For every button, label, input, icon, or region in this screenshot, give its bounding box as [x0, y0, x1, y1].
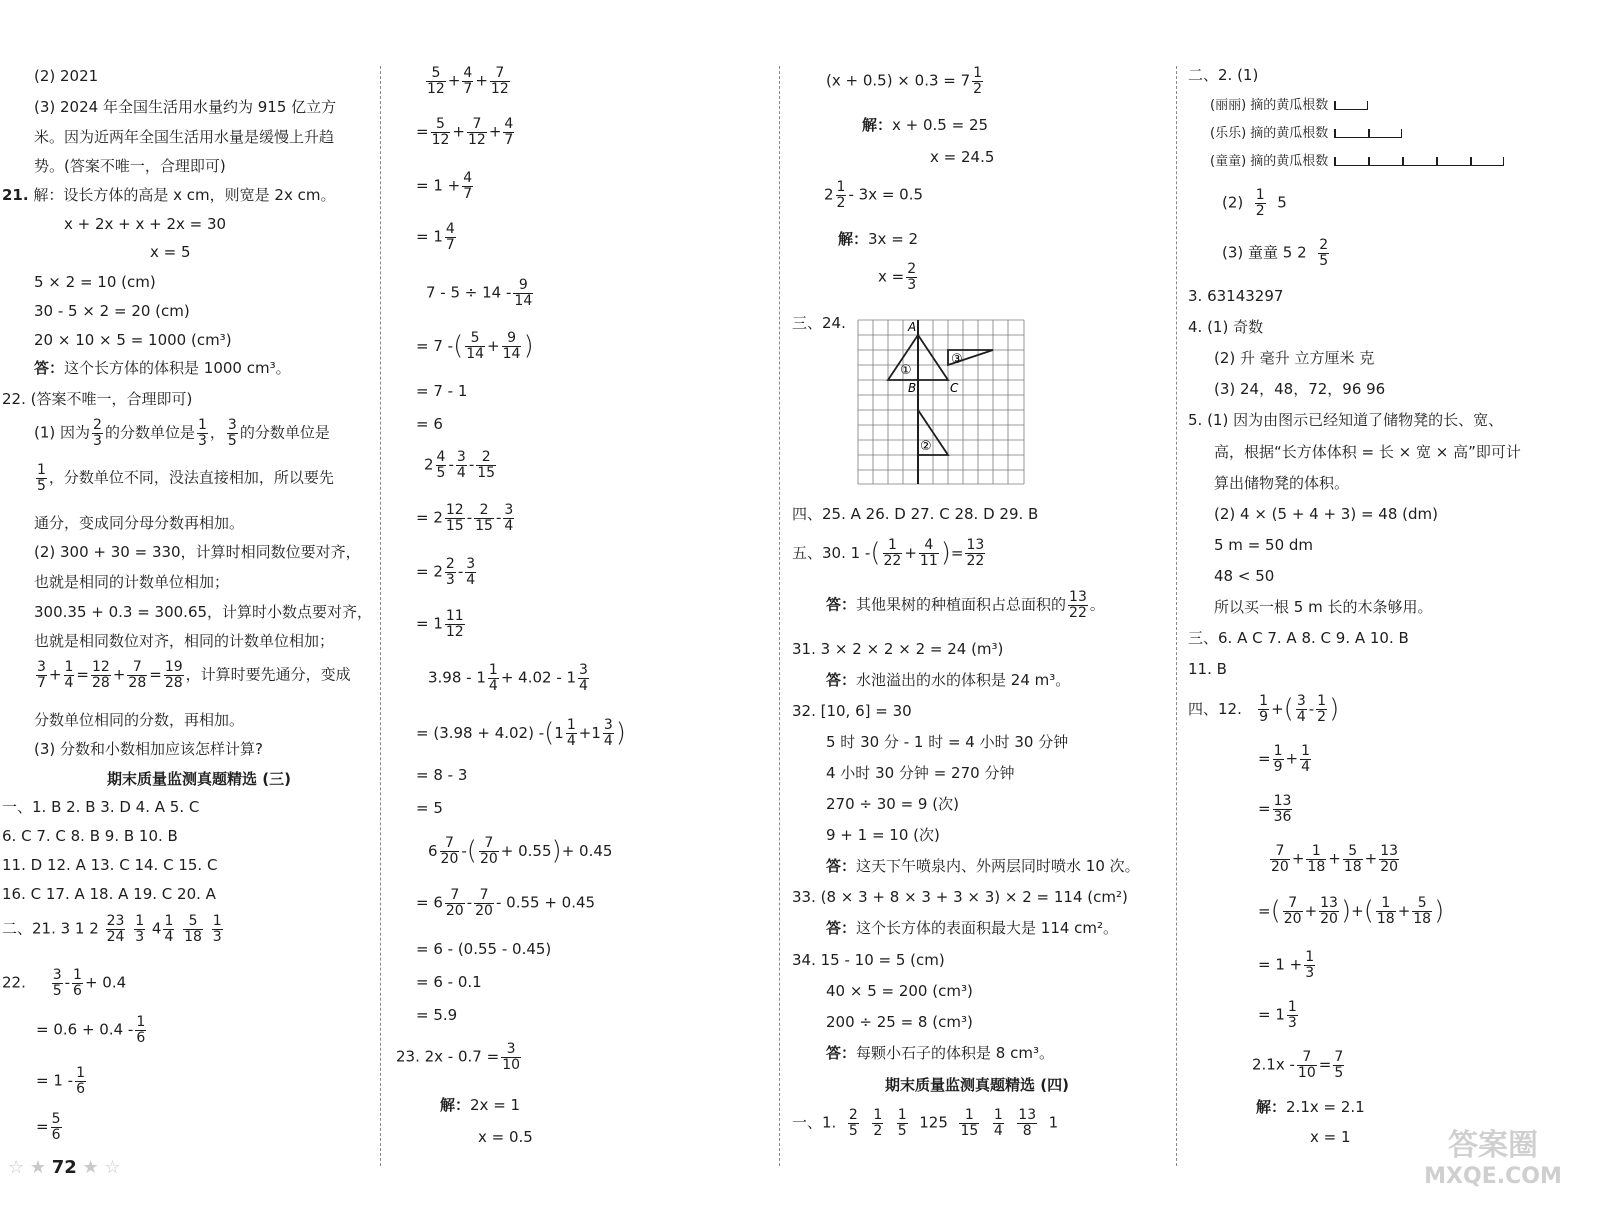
equation: 4 小时 30 分钟 = 270 分钟	[826, 764, 1015, 782]
fraction: $\frac{4}{7}$	[463, 65, 473, 97]
fraction: $\frac{23}{24}$	[106, 913, 125, 945]
fraction: $\frac{11}{12}$	[445, 608, 464, 640]
equation: 200 ÷ 25 = 8 (cm³)	[826, 1013, 973, 1031]
fraction: $\frac{2}{3}$	[93, 417, 102, 449]
equation	[416, 222, 458, 252]
fraction: $\frac{7}{20}$	[475, 887, 493, 919]
choice-answers: 6. C 7. C 8. B 9. B 10. B	[2, 827, 178, 845]
fraction: $\frac{1}{3}$	[135, 913, 145, 945]
fraction: $\frac{4}{7}$	[463, 170, 473, 202]
text: ，	[209, 423, 225, 442]
fraction: $\frac{7}{20}$	[479, 835, 498, 868]
text: 2x = 1	[470, 1096, 521, 1114]
fraction: $\frac{1}{3}$	[212, 913, 222, 945]
answer-line: $\frac{3}{7}$ + $\frac{1}{4}$ = $\frac{12}{28}$ + $\frac{7}{28}$ = $\frac{19}{28}$ ，计算时要先通分，变成	[37, 659, 351, 691]
fraction: $\frac{1}{3}$	[1287, 999, 1297, 1031]
equation	[416, 171, 475, 201]
fraction: $\frac{7}{5}$	[1334, 1049, 1344, 1081]
fraction: $\frac{7}{20}$	[440, 835, 459, 868]
fraction: $\frac{1}{6}$	[73, 967, 82, 999]
bar-label: (童童) 摘的黄瓜根数	[1210, 154, 1329, 169]
fraction: $\frac{1}{18}$	[1307, 843, 1326, 875]
label-shape-2: ②	[920, 439, 932, 454]
text: - 0.55 + 0.45	[495, 893, 596, 912]
answer-line	[34, 418, 330, 448]
fraction: $\frac{1}{9}$	[1273, 743, 1283, 775]
fraction: $\frac{7}{20}$	[1283, 895, 1302, 928]
equation: x + 2x + x + 2x = 30	[64, 215, 227, 233]
equation: x = 5	[150, 243, 191, 261]
answer-line: 3. 63143297	[1188, 287, 1284, 305]
text: +	[475, 71, 488, 90]
fraction: $\frac{5}{12}$	[427, 65, 445, 97]
fraction: $\frac{3}{10}$	[502, 1041, 521, 1073]
fraction: $\frac{1}{3}$	[197, 417, 207, 449]
solution-text: 解：设长方体的高是 x cm，则宽是 2x cm。	[33, 186, 336, 204]
fraction: $\frac{4}{7}$	[504, 116, 514, 148]
fraction: $\frac{2}{15}$	[477, 449, 496, 481]
fraction: $\frac{1}{15}$	[960, 1107, 979, 1139]
text: = (3.98 + 4.02) -	[416, 724, 545, 743]
equation: = 6	[416, 415, 443, 433]
text: 的分数单位是	[239, 423, 330, 442]
equation: 33. (8 × 3 + 8 × 3 + 3 × 3) × 2 = 114 (cm²)	[792, 888, 1128, 906]
equation: 6 $\frac{7}{20}$ -( $\frac{7}{20}$ + 0.55)+ 0.45	[428, 835, 613, 868]
bar-segment	[1334, 157, 1504, 166]
equation	[878, 262, 919, 292]
fraction: $\frac{12}{15}$	[445, 502, 464, 534]
answer-text: 水池溢出的水的体积是 24 m³。	[856, 671, 1071, 689]
answer-line: 300.35 + 0.3 = 300.65，计算时小数点要对齐，	[34, 603, 373, 621]
fraction: $\frac{13}{20}$	[1320, 895, 1338, 928]
fraction: $\frac{2}{5}$	[848, 1107, 858, 1139]
watermark-brand: 答案圈	[1448, 1128, 1538, 1163]
answer-label: 答：	[826, 1044, 857, 1062]
grid-figure	[856, 318, 1026, 486]
equation: 四、12. $\frac{1}{9}$ +( $\frac{3}{4}$ - $\frac{1}{2}$ )	[1188, 693, 1340, 726]
solution-label: 解：	[440, 1096, 471, 1114]
answer-line	[826, 919, 1118, 937]
answer-line: 所以买一根 5 m 长的木条够用。	[1214, 598, 1433, 616]
fraction: $\frac{3}{7}$	[37, 659, 46, 691]
text: =	[1258, 902, 1271, 921]
fraction: $\frac{5}{18}$	[184, 913, 202, 945]
answer-line: 也就是相同的计数单位相加；	[34, 573, 230, 591]
text: = 1	[416, 614, 443, 633]
fraction: $\frac{1}{2}$	[1317, 693, 1327, 726]
text: 3x = 2	[868, 230, 919, 248]
answer-line	[826, 671, 1070, 689]
answer-line: 算出储物凳的体积。	[1214, 474, 1350, 492]
answer-line	[826, 1044, 1054, 1062]
choice-answers: 三、6. A C 7. A 8. C 9. A 10. B	[1188, 629, 1409, 647]
text: (2)	[1222, 193, 1244, 212]
equation: x = 1	[1310, 1128, 1351, 1146]
fraction: $\frac{5}{14}$	[466, 330, 485, 363]
equation: =( $\frac{7}{20}$ + $\frac{13}{20}$ )+( $\frac{1}{18}$ + $\frac{5}{18}$ )	[1258, 895, 1445, 928]
fraction: $\frac{1}{6}$	[76, 1065, 85, 1097]
answer-line: 分数单位相同的分数，再相加。	[34, 711, 245, 729]
equation	[36, 1015, 148, 1045]
fraction: $\frac{13}{20}$	[1380, 843, 1399, 875]
fraction: $\frac{1}{4}$	[488, 662, 498, 694]
equation: 31. 3 × 2 × 2 × 2 = 24 (m³)	[792, 640, 1004, 658]
solution-label: 解：	[862, 116, 893, 134]
equation	[1256, 1098, 1365, 1116]
answer-line: 米。因为近两年全国生活用水量是缓慢上升趋	[34, 128, 335, 146]
text: (3) 童童 5 2	[1222, 243, 1307, 262]
text: 的分数单位是	[104, 423, 195, 442]
equation	[396, 1042, 523, 1072]
text: =	[416, 122, 429, 141]
answer-label: 答：	[826, 671, 857, 689]
fraction: $\frac{2}{5}$	[1319, 237, 1329, 269]
watermark-domain: MXQE.COM	[1424, 1164, 1562, 1189]
bar-segment	[1334, 101, 1368, 110]
fraction: $\frac{2}{3}$	[445, 556, 455, 588]
label-a: A	[908, 320, 917, 334]
equation: 22. $\frac{3}{5}$ - $\frac{1}{6}$ + 0.4	[2, 967, 127, 999]
bar-label: (乐乐) 摘的黄瓜根数	[1210, 126, 1329, 141]
solution-label: 解：	[1256, 1098, 1287, 1116]
label-shape-1: ①	[900, 363, 912, 378]
equation: 5 × 2 = 10 (cm)	[34, 273, 156, 291]
answer-line: 5. (1) 因为由图示已经知道了储物凳的长、宽、	[1188, 411, 1504, 429]
equation: (2) 4 × (5 + 4 + 3) = 48 (dm)	[1214, 505, 1439, 523]
equation: 5 m = 50 dm	[1214, 536, 1314, 554]
fraction: $\frac{7}{12}$	[467, 116, 486, 148]
fill-answers	[792, 1108, 1058, 1138]
equation: = 7 -( $\frac{5}{14}$ + $\frac{9}{14}$ )	[416, 330, 534, 363]
text: 2	[824, 185, 834, 204]
fraction: $\frac{7}{10}$	[1297, 1049, 1316, 1081]
text: = 1 +	[1258, 955, 1303, 974]
text: 4	[151, 919, 162, 938]
equation: 五、30. 1 -( $\frac{1}{22}$ + $\frac{4}{11}$ )= $\frac{13}{22}$	[792, 537, 985, 570]
answer-line: (3) 分数和小数相加应该怎样计算?	[34, 740, 263, 758]
bar-row	[1210, 98, 1368, 114]
question-number: 三、24.	[792, 314, 846, 332]
equation: = 7 - 1	[416, 382, 468, 400]
text: (x + 0.5) × 0.3 = 7	[826, 71, 971, 90]
equation: 270 ÷ 30 = 9 (次)	[826, 795, 959, 813]
bar-label: (丽丽) 摘的黄瓜根数	[1210, 98, 1329, 113]
fraction: $\frac{9}{14}$	[514, 277, 533, 309]
equation	[428, 663, 591, 693]
fraction: $\frac{5}{18}$	[1343, 843, 1362, 875]
fraction: $\frac{3}{5}$	[52, 967, 62, 999]
text: 五、30. 1 -	[792, 544, 871, 563]
answer-line: 也就是相同数位对齐，相同的计数单位相加；	[34, 632, 335, 650]
equation: 32. [10, 6] = 30	[792, 702, 912, 720]
equation	[440, 1096, 520, 1114]
text: 二、21. 3 1 2	[2, 919, 99, 938]
watermark	[1398, 1120, 1588, 1189]
equation: 9 + 1 = 10 (次)	[826, 826, 940, 844]
text: (1) 因为	[34, 423, 91, 442]
fraction: $\frac{2}{15}$	[475, 502, 493, 534]
choice-answers: 16. C 17. A 18. A 19. C 20. A	[2, 885, 216, 903]
bar-row	[1210, 126, 1402, 142]
text: =	[36, 1117, 49, 1136]
answer-text: 每颗小石子的体积是 8 cm³。	[856, 1044, 1054, 1062]
fraction: $\frac{1}{4}$	[164, 913, 174, 945]
text: = 0.6 + 0.4 -	[36, 1020, 134, 1039]
choice-answers: 11. B	[1188, 660, 1227, 678]
fraction: $\frac{3}{4}$	[1296, 693, 1306, 726]
page-number-footer	[8, 1157, 121, 1178]
text: = 1 +	[416, 176, 461, 195]
fraction: $\frac{19}{28}$	[164, 659, 183, 691]
text: = 1 -	[36, 1071, 74, 1090]
fraction: $\frac{13}{36}$	[1273, 793, 1292, 825]
answer-line	[2, 186, 335, 204]
fraction: $\frac{1}{18}$	[1376, 895, 1395, 928]
fraction: $\frac{1}{2}$	[836, 179, 846, 211]
equation: $\frac{5}{12}$ + $\frac{4}{7}$ + $\frac{7}{12}$	[427, 65, 509, 97]
answer-line: (2) 300 + 30 = 330，计算时相同数位要对齐，	[34, 543, 361, 561]
equation	[426, 278, 535, 308]
equation: = 5	[416, 799, 443, 817]
fraction: $\frac{1}{6}$	[136, 1014, 146, 1046]
equation: = 8 - 3	[416, 766, 468, 784]
fraction: $\frac{1}{5}$	[37, 462, 46, 494]
fraction: $\frac{1}{4}$	[993, 1107, 1003, 1139]
answer-line	[34, 463, 334, 493]
equation: 30 - 5 × 2 = 20 (cm)	[34, 302, 190, 320]
equation: 2.1x - $\frac{7}{10}$ = $\frac{7}{5}$	[1252, 1049, 1344, 1081]
answer-text: 这个长方体的体积是 1000 cm³。	[64, 359, 291, 377]
column-divider	[779, 66, 780, 1166]
text: = 1	[1258, 1005, 1285, 1024]
column-divider	[380, 66, 381, 1166]
fraction: $\frac{5}{12}$	[431, 116, 450, 148]
star-icon: ★ ☆	[82, 1157, 121, 1178]
text: 2.1x -	[1252, 1055, 1295, 1074]
equation: 48 < 50	[1214, 567, 1275, 585]
text: 2.1x = 2.1	[1286, 1098, 1365, 1116]
fraction: $\frac{13}{22}$	[966, 537, 985, 570]
text: =	[1258, 799, 1271, 818]
text: x + 0.5 = 25	[892, 116, 989, 134]
answer-line: 高，根据“长方体体积 = 长 × 宽 × 高”即可计	[1214, 443, 1521, 461]
fraction: $\frac{9}{14}$	[502, 330, 521, 363]
choice-answers: 11. D 12. A 13. C 14. C 15. C	[2, 856, 218, 874]
fraction: $\frac{1}{4}$	[64, 659, 74, 691]
text: 125	[919, 1113, 948, 1132]
fraction: $\frac{13}{8}$	[1018, 1107, 1037, 1139]
column-divider	[1176, 66, 1177, 1166]
text: 四、12.	[1188, 700, 1242, 719]
text: = 7 -	[416, 337, 454, 356]
fraction: $\frac{7}{20}$	[445, 887, 464, 919]
equation: 20 × 10 × 5 = 1000 (cm³)	[34, 331, 232, 349]
equation: = 6 - 0.1	[416, 973, 482, 991]
answer-line	[826, 857, 1140, 875]
fraction: $\frac{7}{12}$	[490, 65, 509, 97]
answer-line: 4. (1) 奇数	[1188, 318, 1264, 336]
answer-line: 势。(答案不唯一，合理即可)	[34, 157, 226, 175]
text: + 0.4	[84, 973, 127, 992]
equation: 5 时 30 分 - 1 时 = 4 小时 30 分钟	[826, 733, 1069, 751]
text: + 0.55	[500, 842, 552, 861]
bar-segment	[1334, 129, 1402, 138]
answer-line: (3) 24，48，72，96 96	[1214, 380, 1386, 398]
equation: = $\frac{1}{9}$ + $\frac{1}{4}$	[1258, 743, 1310, 775]
fill-answers	[2, 914, 225, 944]
fraction: $\frac{3}{4}$	[504, 502, 514, 534]
answer-line	[34, 359, 291, 377]
answer-text: 这天下午喷泉内、外两层同时喷水 10 次。	[856, 857, 1140, 875]
fraction: $\frac{4}{5}$	[436, 449, 446, 481]
fraction: $\frac{4}{11}$	[919, 537, 938, 570]
equation: = 2 $\frac{2}{3}$ - $\frac{3}{4}$	[416, 556, 476, 588]
answer-label: 答：	[826, 919, 857, 937]
fraction: $\frac{1}{2}$	[873, 1107, 883, 1139]
question-number: 21.	[2, 186, 29, 204]
answer-line: (2) 升 毫升 立方厘米 克	[1214, 349, 1375, 367]
answer-label: 答：	[826, 857, 857, 875]
answer-line: 22. (答案不唯一，合理即可)	[2, 390, 193, 408]
choice-answers: 四、25. A 26. D 27. C 28. D 29. B	[792, 505, 1039, 523]
equation: x = 0.5	[478, 1128, 533, 1146]
solution-label: 解：	[838, 230, 869, 248]
fraction: $\frac{1}{3}$	[1305, 949, 1315, 981]
equation: = 6 $\frac{7}{20}$ - $\frac{7}{20}$ - 0.55 + 0.45	[416, 887, 596, 919]
text: - 3x = 0.5	[848, 185, 924, 204]
text: = 2	[416, 562, 443, 581]
grid-lines	[858, 320, 1024, 484]
section-heading: 期末质量监测真题精选 (四)	[885, 1076, 1069, 1094]
text: = 1	[416, 227, 443, 246]
text: = 2	[416, 508, 443, 527]
fraction: $\frac{3}{5}$	[227, 417, 237, 449]
answer-text: 这个长方体的表面积最大是 114 cm²。	[856, 919, 1119, 937]
fraction: $\frac{5}{6}$	[51, 1111, 61, 1143]
label-b: B	[908, 381, 917, 395]
fraction: $\frac{1}{4}$	[1301, 743, 1310, 775]
fraction: $\frac{5}{18}$	[1413, 895, 1432, 928]
fill-answers	[1222, 238, 1331, 268]
answer-label: 答：	[34, 359, 65, 377]
fraction: $\frac{1}{5}$	[897, 1107, 907, 1139]
text: + 0.45	[561, 842, 613, 861]
text: ，分数单位不同，没法直接相加，所以要先	[48, 468, 334, 487]
equation	[838, 230, 918, 248]
equation: = (3.98 + 4.02) -(1 $\frac{1}{4}$ +1 $\frac{3}{4}$ )	[416, 717, 626, 750]
text: 6	[428, 842, 438, 861]
equation	[824, 180, 923, 210]
text: 3.98 - 1	[428, 668, 486, 687]
fraction: $\frac{1}{2}$	[973, 65, 983, 97]
section-heading: 期末质量监测真题精选 (三)	[107, 770, 291, 788]
equation	[862, 116, 988, 134]
answer-line: 答：其他果树的种植面积占总面积的 $\frac{13}{22}$ 。	[826, 589, 1105, 621]
equation	[1258, 794, 1294, 824]
equation: = 6 - (0.55 - 0.45)	[416, 940, 552, 958]
answer-line: (2) 2021	[34, 67, 99, 85]
choice-answers: 一、1. B 2. B 3. D 4. A 5. C	[2, 798, 200, 816]
equation	[36, 1066, 88, 1096]
bar-row	[1210, 154, 1504, 170]
text: 23. 2x - 0.7 =	[396, 1047, 500, 1066]
fraction: $\frac{3}{4}$	[579, 662, 588, 694]
text: 5	[1277, 193, 1287, 212]
equation: = 2 $\frac{12}{15}$ - $\frac{2}{15}$ - $\frac{3}{4}$	[416, 502, 514, 534]
fraction: $\frac{4}{7}$	[445, 221, 455, 253]
answer-line: 通分，变成同分母分数再相加。	[34, 514, 245, 532]
text: 7 - 5 ÷ 14 -	[426, 283, 512, 302]
text: =	[1258, 749, 1271, 768]
fraction: $\frac{7}{20}$	[1271, 843, 1289, 875]
fraction: $\frac{7}{28}$	[128, 659, 147, 691]
answer-label: 答：	[826, 595, 857, 614]
fraction: $\frac{2}{3}$	[907, 261, 917, 293]
fraction: $\frac{3}{4}$	[456, 449, 466, 481]
answer-text: 其他果树的种植面积占总面积的	[856, 595, 1067, 614]
fraction: $\frac{1}{22}$	[883, 537, 902, 570]
question-number: 二、2. (1)	[1188, 66, 1259, 84]
fraction: $\frac{3}{4}$	[466, 556, 476, 588]
text: = 6	[416, 893, 443, 912]
text: ，计算时要先通分，变成	[185, 665, 351, 684]
equation: 2 $\frac{4}{5}$ - $\frac{3}{4}$ - $\frac{2}{15}$	[424, 449, 496, 481]
fill-answers	[1222, 188, 1287, 218]
fraction: $\frac{3}{4}$	[603, 717, 613, 750]
equation	[1258, 1000, 1300, 1030]
equation: x = 24.5	[930, 148, 995, 166]
fraction: $\frac{1}{4}$	[566, 717, 576, 750]
label-c: C	[950, 381, 959, 395]
equation	[826, 66, 985, 96]
question-number: 22.	[2, 973, 26, 992]
equation: = 5.9	[416, 1006, 458, 1024]
equation: = $\frac{5}{12}$ + $\frac{7}{12}$ + $\frac{4}{7}$	[416, 116, 514, 148]
star-icon: ☆ ★	[8, 1157, 46, 1178]
fraction: $\frac{12}{28}$	[92, 659, 110, 691]
label-shape-3: ③	[951, 352, 963, 367]
equation: 34. 15 - 10 = 5 (cm)	[792, 951, 945, 969]
page-number: 72	[51, 1157, 77, 1178]
equation: $\frac{7}{20}$ + $\frac{1}{18}$ + $\frac{5}{18}$ + $\frac{13}{20}$	[1271, 843, 1399, 875]
equation	[416, 609, 467, 639]
text: x =	[878, 267, 905, 286]
equation	[36, 1112, 64, 1142]
fraction: $\frac{1}{9}$	[1259, 693, 1269, 726]
fraction: $\frac{1}{2}$	[1255, 187, 1265, 219]
text: 一、1.	[792, 1113, 837, 1132]
fraction: $\frac{13}{22}$	[1069, 589, 1087, 621]
equation: 40 × 5 = 200 (cm³)	[826, 982, 973, 1000]
text: 1	[1048, 1113, 1059, 1132]
text: + 4.02 - 1	[500, 668, 577, 687]
equation	[1258, 950, 1317, 980]
text: 2	[424, 455, 434, 474]
answer-line: (3) 2024 年全国生活用水量约为 915 亿立方	[34, 98, 337, 116]
